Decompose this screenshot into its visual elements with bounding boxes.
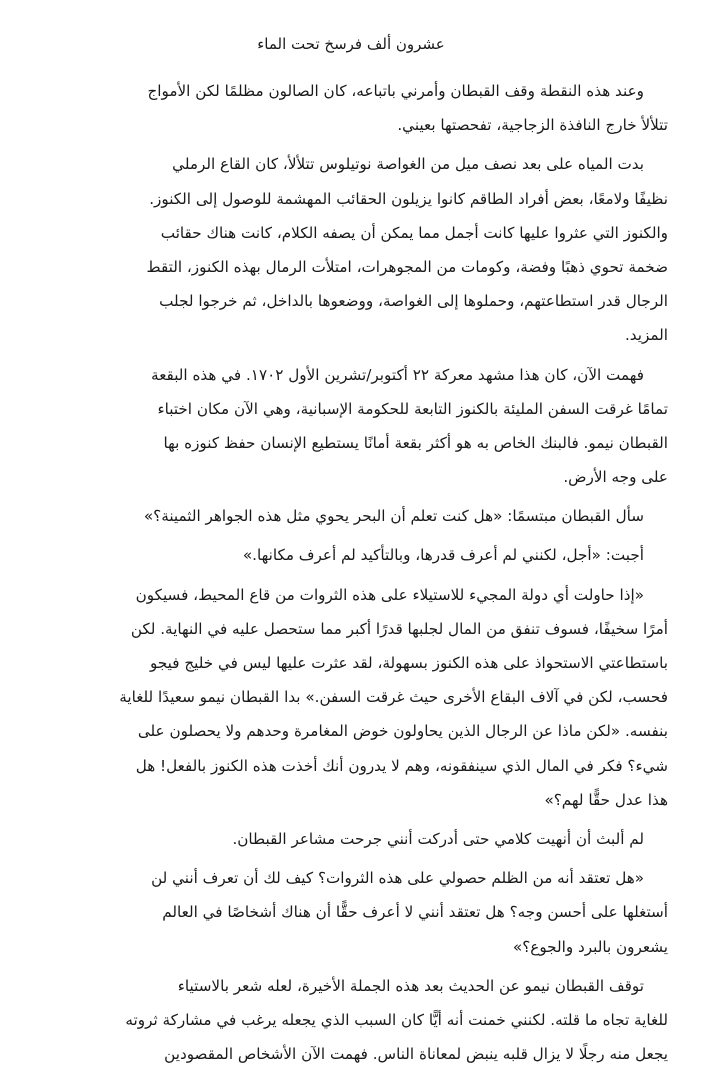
text-line: القبطان نيمو. فالبنك الخاص به هو أكثر بقعة أمانًا يستطيع الإنسان حفظ كنوزه بها — [163, 433, 668, 452]
text-line: على وجه الأرض. — [563, 468, 668, 487]
text-line: بدت المياه على بعد نصف ميل من الغواصة نوتيلوس تتلألأ، كان القاع الرملي — [172, 155, 644, 174]
paragraph — [34, 578, 668, 817]
text-line: بنفسه. «لكن ماذا عن الرجال الذين يحاولون خوض المغامرة وحدهم ولا يحصلون على — [137, 722, 668, 741]
text-line: «هل تعتقد أنه من الظلم حصولي على هذه الثروات؟ كيف لك أن تعرف أنني لن — [151, 869, 644, 888]
text-line: باستطاعتي الاستحواذ على هذه الكنوز بسهولة، لقد عثرت عليها ليس في خليج فيجو — [150, 654, 668, 672]
text-line: لم ألبث أن أنهيت كلامي حتى أدركت أنني جرحت مشاعر القبطان. — [232, 829, 644, 848]
text-line: المزيد. — [624, 326, 668, 345]
paragraph — [34, 499, 668, 533]
text-line: تتلألأ خارج النافذة الزجاجية، تفحصتها بعيني. — [397, 116, 668, 135]
text-line: يشعرون بالبرد والجوع؟» — [512, 937, 668, 956]
text-line: وعند هذه النقطة وقف القبطان وأمرني باتباعه، كان الصالون مظلمًا لكن الأمواج — [147, 82, 644, 100]
text-line: فهمت الآن، كان هذا مشهد معركة ٢٢ أكتوبر/تشرين الأول ١٧٠٢. في هذه البقعة — [151, 365, 644, 384]
text-line: أجبت: «أجل، لكنني لم أعرف قدرها، وبالتأكيد لم أعرف مكانها.» — [242, 546, 644, 565]
text-line: «إذا حاولت أي دولة المجيء للاستيلاء على هذه الثروات من قاع المحيط، فسيكون — [135, 585, 644, 604]
paragraph — [34, 822, 668, 856]
text-line: فحسب، لكن في آلاف البقاع الأخرى حيث غرقت السفن.» بدا القبطان نيمو سعيدًا للغاية — [119, 688, 668, 707]
paragraph — [34, 538, 668, 572]
paragraph — [34, 969, 668, 1071]
paragraph — [34, 74, 668, 142]
text-line: سأل القبطان مبتسمًا: «هل كنت تعلم أن البحر يحوي مثل هذه الجواهر الثمينة؟» — [143, 507, 644, 526]
running-head: عشرون ألف فرسخ تحت الماء — [257, 35, 445, 53]
text-line: هذا عدل حقًّا لهم؟» — [544, 790, 668, 809]
paragraph — [34, 358, 668, 495]
body-text — [34, 74, 668, 1071]
text-line: والكنوز التي عثروا عليها كانت أجمل مما يمكن أن يصفه الكلام، كانت هناك حقائب — [160, 223, 668, 242]
text-line: يجعل منه رجلًا لا يزال قلبه ينبض لمعاناة الناس. فهمت الآن الأشخاص المقصودين — [164, 1045, 668, 1064]
text-line: ضخمة تحوي ذهبًا وفضة، وكومات من المجوهرات، امتلأت الرمال بهذه الكنوز، التقط — [146, 257, 668, 276]
text-line: نظيفًا ولامعًا، بعض أفراد الطاقم كانوا يزيلون الحقائب المهشمة للوصول إلى الكنوز. — [149, 189, 668, 208]
paragraph — [34, 861, 668, 964]
text-line: أمرًا سخيفًا، فسوف تنفق من المال لجلبها قدرًا أكبر مما ستحصل عليه في النهاية. لكن — [130, 619, 668, 638]
text-line: تمامًا غرقت السفن المليئة بالكنوز التابعة للحكومة الإسبانية، وهي الآن مكان اختباء — [157, 399, 668, 418]
text-line: شيء؟ فكر في المال الذي سينفقونه، وهم لا يدرون أنك أخذت هذه الكنوز بالفعل! هل — [135, 756, 668, 775]
text-line: الرجال قدر استطاعتهم، وحملوها إلى الغواصة، ووضعوها بالداخل، ثم خرجوا لجلب — [159, 292, 668, 311]
text-line: توقف القبطان نيمو عن الحديث بعد هذه الجملة الأخيرة، لعله شعر بالاستياء — [177, 976, 644, 995]
text-line: للغاية تجاه ما قلته. لكنني خمنت أنه أيًّا كان السبب الذي يجعله يرغب في مشاركة ثروته — [125, 1010, 668, 1029]
paragraph — [34, 147, 668, 352]
text-line: أستغلها على أحسن وجه؟ هل تعتقد أنني لا أعرف حقًّا أن هناك أشخاصًا في العالم — [162, 903, 668, 922]
